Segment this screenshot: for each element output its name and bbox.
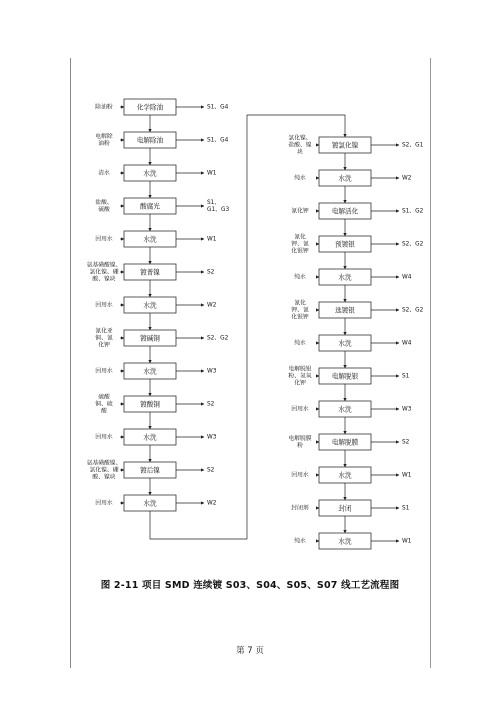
input-material-label: 粉、氢氧: [288, 373, 312, 380]
input-material-label: 氯化镍、硼: [89, 269, 119, 276]
process-label: 水洗: [143, 235, 157, 244]
process-label: 水洗: [143, 499, 157, 508]
process-label: 水洗: [338, 174, 352, 183]
output-emission-label: W1: [207, 236, 217, 243]
input-material-label: 电解脱膜: [288, 435, 312, 442]
output-emission-label: S1: [402, 373, 410, 380]
input-material-label: 钾、氰: [291, 241, 309, 248]
process-label: 镀普镍: [140, 268, 160, 277]
process-label: 化学除油: [136, 103, 164, 112]
output-emission-label: W2: [207, 500, 217, 507]
input-material-label: 油粉: [98, 141, 110, 148]
input-material-label: 回用水: [291, 472, 309, 479]
column-connector-line: [150, 115, 345, 539]
output-emission-label: S1、G4: [207, 104, 229, 111]
output-emission-label: W1: [402, 538, 412, 545]
right-process-column: [288, 133, 423, 549]
input-material-label: 纯水: [294, 538, 306, 545]
input-material-label: 封闭剂: [291, 505, 309, 512]
process-label: 镀氯化镍: [331, 141, 359, 150]
input-material-label: 块: [297, 149, 303, 156]
page-number: 第 7 页: [236, 646, 264, 656]
process-label: 电解脱膜: [331, 438, 359, 447]
input-material-label: 回用水: [95, 500, 113, 507]
process-label: 水洗: [143, 301, 157, 310]
input-material-label: 化银钾: [291, 248, 309, 255]
output-emission-label: S2、G2: [207, 335, 229, 342]
input-material-label: 纯水: [294, 340, 306, 347]
left-process-column: [87, 99, 230, 511]
output-emission-label: S2: [207, 269, 215, 276]
input-material-label: 氰化: [294, 300, 306, 307]
input-material-label: 纯水: [294, 175, 306, 182]
process-label: 水洗: [143, 367, 157, 376]
figure-caption: 图 2-11 项目 SMD 连续镀 S03、S04、S05、S07 线工艺流程图: [100, 580, 400, 591]
input-material-label: 粉: [297, 443, 303, 450]
output-emission-label: W3: [402, 406, 412, 413]
output-emission-label: G1、G3: [207, 207, 230, 214]
process-label: 水洗: [338, 339, 352, 348]
output-emission-label: S1、G2: [402, 208, 424, 215]
input-material-label: 氰化: [294, 234, 306, 241]
input-material-label: 氯化镍、硼: [89, 467, 119, 474]
output-emission-label: W1: [207, 170, 217, 177]
output-emission-label: S1: [402, 505, 410, 512]
input-material-label: 铜、硫: [95, 401, 113, 408]
input-material-label: 酸、镍块: [92, 276, 116, 283]
process-label: 水洗: [338, 471, 352, 480]
process-label: 镀后镍: [140, 466, 160, 475]
output-emission-label: S1、: [207, 199, 221, 206]
output-emission-label: S2、G1: [402, 142, 424, 149]
output-emission-label: S2、G2: [402, 241, 424, 248]
process-label: 水洗: [338, 405, 352, 414]
input-material-label: 铜、氰: [95, 335, 113, 342]
input-material-label: 钾、氰: [291, 307, 309, 314]
input-material-label: 清水: [98, 170, 110, 177]
process-label: 电解除油: [136, 136, 164, 145]
process-label: 封闭: [338, 504, 352, 513]
input-material-label: 化钾: [294, 380, 306, 387]
input-material-label: 电解脱银: [288, 366, 312, 373]
output-emission-label: S2、G2: [402, 307, 424, 314]
input-material-label: 氨基磺酸镍、: [86, 262, 122, 269]
input-material-label: 除油粉: [95, 104, 113, 111]
output-emission-label: S1、G4: [207, 137, 229, 144]
output-emission-label: S2: [207, 467, 215, 474]
process-label: 水洗: [338, 273, 352, 282]
input-material-label: 氰化钾: [291, 208, 309, 215]
input-material-label: 纯水: [294, 274, 306, 281]
output-emission-label: S2: [207, 401, 215, 408]
process-label: 水洗: [338, 537, 352, 546]
input-material-label: 氯化镍、: [288, 135, 312, 142]
output-emission-label: W4: [402, 274, 412, 281]
input-material-label: 盐酸、: [95, 199, 113, 206]
output-emission-label: S2: [402, 439, 410, 446]
input-material-label: 回用水: [95, 368, 113, 375]
input-material-label: 回用水: [95, 302, 113, 309]
output-emission-label: W4: [402, 340, 412, 347]
process-label: 电解活化: [331, 207, 359, 216]
input-material-label: 盐酸、镍: [288, 142, 312, 149]
output-emission-label: W1: [402, 472, 412, 479]
output-emission-label: W2: [207, 302, 217, 309]
input-material-label: 氨基磺酸镍、: [86, 460, 122, 467]
process-label: 选镀银: [335, 306, 355, 315]
connector-path: [150, 115, 345, 539]
process-label: 镀酸铜: [140, 400, 160, 409]
process-label: 水洗: [143, 169, 157, 178]
input-material-label: 酸: [101, 408, 107, 415]
output-emission-label: W3: [207, 434, 217, 441]
process-label: 电解脱银: [331, 372, 359, 381]
input-material-label: 硫酸: [98, 207, 110, 214]
process-label: 镀碱铜: [140, 334, 160, 343]
output-emission-label: W2: [402, 175, 412, 182]
input-material-label: 回用水: [95, 434, 113, 441]
input-material-label: 电解除: [95, 133, 113, 140]
input-material-label: 酸、镍块: [92, 474, 116, 481]
output-emission-label: W3: [207, 368, 217, 375]
process-label: 预镀银: [335, 240, 355, 249]
input-material-label: 硫酸: [98, 394, 110, 401]
input-material-label: 氰化亚: [95, 328, 113, 335]
process-label: 酸腐光: [140, 202, 160, 211]
input-material-label: 回用水: [291, 406, 309, 413]
input-material-label: 化银钾: [291, 314, 309, 321]
process-label: 水洗: [143, 433, 157, 442]
input-material-label: 化钾: [98, 342, 110, 349]
input-material-label: 回用水: [95, 236, 113, 243]
